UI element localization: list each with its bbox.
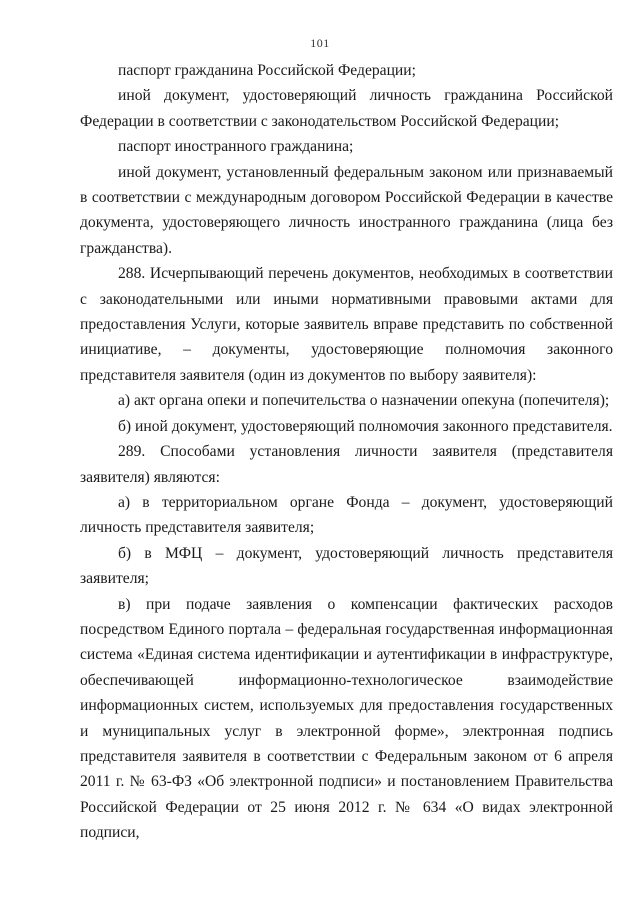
paragraph-foreign-passport: паспорт иностранного гражданина; — [118, 138, 354, 156]
paragraph-289-a: а) в территориальном органе Фонда – документ, удостоверяющий личность представителя заявителя; — [80, 493, 613, 537]
paragraph-288-b: б) иной документ, удостоверяющий полномочия законного представителя. — [118, 417, 613, 435]
paragraph-289-v: в) при подаче заявления о компенсации фактических расходов посредством Единого портала – федеральная государственная информационная система «Единая система идентификации и аутентификации в инфраструктуре, обеспечивающей информационно-технологическое взаимодействие информационных систем, используемых для предоставления государственных и муниципальных услуг в электронной форме», электронная подпись представителя заявителя в соответствии с Федеральным законом от 6 апреля 2011 г. № 63-ФЗ «Об электронной подписи» и постановлением Правительства Российской Федерации от 25 июня 2012 г. № 634 «О видах электронной подписи, — [80, 595, 613, 842]
page-number: 101 — [310, 36, 330, 50]
paragraph-289-b: б) в МФЦ – документ, удостоверяющий личность представителя заявителя; — [80, 544, 613, 588]
paragraph-289: 289. Способами установления личности заявителя (представителя заявителя) являются: — [80, 443, 613, 486]
paragraph-passport-rf: паспорт гражданина Российской Федерации; — [118, 62, 416, 79]
paragraph-288: 288. Исчерпывающий перечень документов, необходимых в соответствии с законодательными или иными нормативными правовыми актами для предоставления Услуги, которые заявитель вправе представить по собственной инициативе, – документы, удостоверяющие полномочия законного представителя заявителя (один из документов по выбору заявителя): — [80, 265, 613, 384]
paragraph-other-id-foreign: иной документ, установленный федеральным законом или признаваемый в соответствии с международным договором Российской Федерации в качестве документа, удостоверяющего личность иностранного гражданина (лица без гражданства). — [80, 163, 613, 257]
paragraph-288-a: а) акт органа опеки и попечительства о назначении опекуна (попечителя); — [118, 392, 610, 410]
paragraph-other-id-rf: иной документ, удостоверяющий личность гражданина Российской Федерации в соответствии с законодательством Российской Федерации; — [80, 87, 613, 130]
document-body — [80, 58, 613, 846]
